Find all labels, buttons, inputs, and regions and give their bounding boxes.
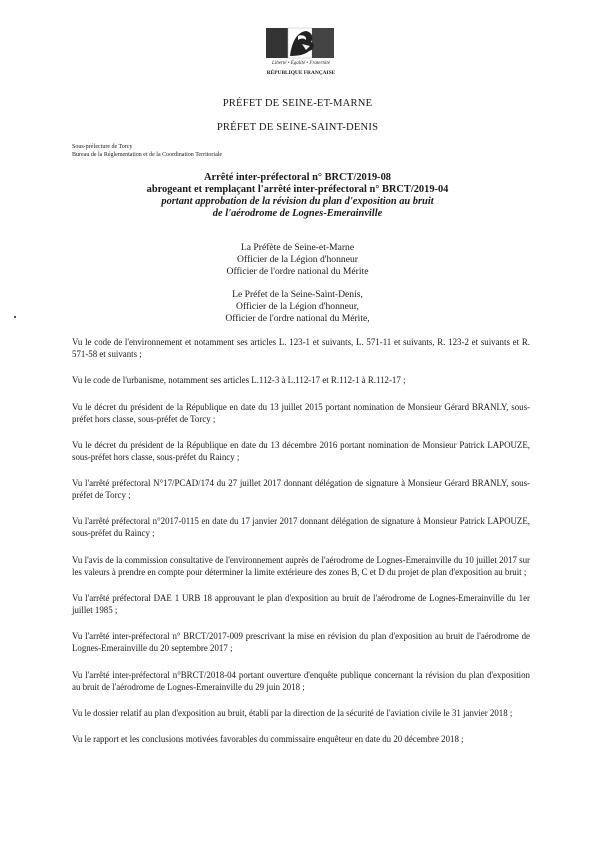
marianne-emblem-icon: [262, 26, 340, 60]
consideration-paragraph: Vu le décret du président de la République en date du 13 juillet 2015 portant nomination de Monsieur Gérard BRANLY, sous-préfet hors classe, sous-préfet de Torcy ;: [72, 401, 530, 424]
service-line-2: Bureau de la Réglementation et de la Coordination Territoriale: [72, 152, 223, 158]
consideration-paragraph: Vu l'arrêté inter-préfectoral n°BRCT/2018-04 portant ouverture d'enquête publique concernant la révision du plan d'exposition au bruit de l'aérodrome de Lognes-Emerainville du 29 juin 2018 ;: [72, 669, 530, 692]
consideration-paragraph: Vu l'arrêté préfectoral DAE 1 URB 18 approuvant le plan d'exposition au bruit de l'aérodrome de Lognes-Emerainville du 1er juillet 1985 ;: [72, 593, 530, 616]
consideration-paragraph: Vu le code de l'environnement et notamment ses articles L. 123-1 et suivants, L. 571-11 et suivants, R. 123-2 et suivants et R. 571-58 et suivants ;: [72, 337, 530, 359]
consideration-paragraph: Vu le rapport et les conclusions motivées favorables du commissaire enquêteur en date du 20 décembre 2018 ;: [72, 734, 464, 745]
service-line-1: Sous-préfecture de Torcy: [72, 144, 133, 150]
authority-1-line-1: La Préfète de Seine-et-Marne: [240, 242, 355, 253]
prefet-seine-saint-denis-heading: PRÉFET DE SEINE-SAINT-DENIS: [216, 122, 379, 133]
consideration-paragraph: Vu le dossier relatif au plan d'exposition au bruit, établi par la direction de la sécurité de l'aviation civile le 31 janvier 2018 ;: [72, 707, 513, 718]
consideration-paragraph: Vu l'arrêté préfectoral n°2017-0115 en date du 17 janvier 2017 donnant délégation de signature à Monsieur Patrick LAPOUZE, sous-préfet du Raincy ;: [72, 516, 530, 539]
authority-2-line-3: Officier de l'ordre national du Mérite,: [225, 313, 370, 325]
authority-2-line-2: Officier de la Légion d'honneur,: [236, 301, 359, 313]
consideration-paragraph: Vu l'arrêté préfectoral N°17/PCAD/174 du 27 juillet 2017 donnant délégation de signature à Monsieur Gérard BRANLY, sous-préfet de Torcy ;: [72, 478, 530, 501]
authority-block-1: [0, 242, 595, 279]
authority-2-line-1: Le Préfet de la Seine-Saint-Denis,: [232, 289, 363, 300]
republic-motto: Liberté • Égalité • Fraternité: [272, 61, 330, 66]
republic-name: RÉPUBLIQUE FRANÇAISE: [266, 70, 336, 76]
decree-title-line-2: abrogeant et remplaçant l'arrêté inter-préfectoral n° BRCT/2019-04: [146, 184, 449, 195]
authority-block-2: [0, 289, 595, 326]
prefet-seine-et-marne-heading: PRÉFET DE SEINE-ET-MARNE: [222, 98, 373, 109]
decree-title-line-4: de l'aérodrome de Lognes-Emerainville: [212, 208, 383, 219]
authority-1-line-2: Officier de la Légion d'honneur: [237, 254, 358, 266]
authority-1-line-3: Officier de l'ordre national du Mérite: [226, 266, 369, 278]
consideration-paragraph: Vu le décret du président de la République en date du 13 décembre 2016 portant nomination de Monsieur Patrick LAPOUZE, sous-préfet hors classe, sous-préfet du Raincy ;: [72, 439, 530, 462]
consideration-paragraph: Vu l'avis de la commission consultative de l'environnement auprès de l'aérodrome de Lognes-Emerainville du 10 juillet 2017 sur les valeurs à prendre en compte pour déterminer la limite extérieure des zones B, C et D du projet de plan d'exposition au bruit ;: [72, 554, 530, 577]
marianne-logo: [256, 26, 346, 86]
considerations-body: [72, 336, 530, 760]
consideration-paragraph: Vu l'arrêté inter-préfectoral n° BRCT/2017-009 prescrivant la mise en révision du plan d'exposition au bruit de l'aérodrome de Lognes-Emerainville du 20 septembre 2017 ;: [72, 631, 530, 654]
decree-title: [0, 172, 595, 220]
decree-title-line-3: portant approbation de la révision du plan d'exposition au bruit: [161, 196, 434, 207]
scan-mark: [14, 316, 16, 318]
decree-title-line-1: Arrêté inter-préfectoral n° BRCT/2019-08: [204, 172, 391, 183]
consideration-paragraph: Vu le code de l'urbanisme, notamment ses articles L.112-3 à L.112-17 et R.112-1 à R.112-17 ;: [72, 375, 406, 386]
